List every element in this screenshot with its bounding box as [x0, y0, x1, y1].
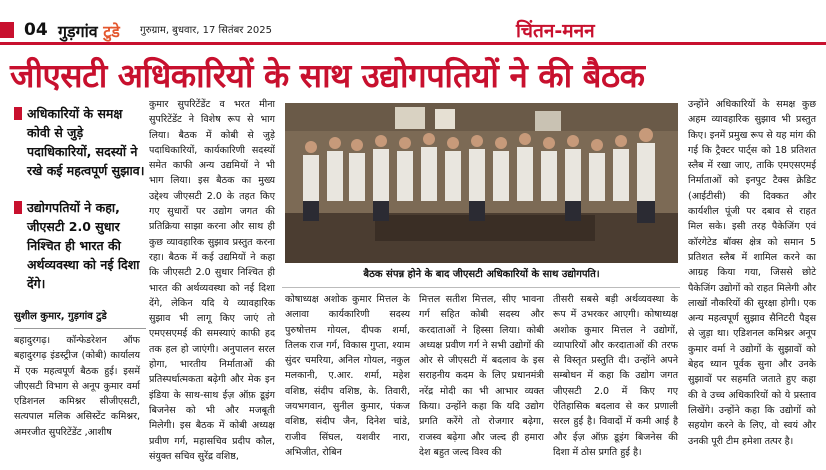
article-column-4: मित्तल सतीश मित्तल, सीए भावना गर्ग सहित कोबी सदस्य और करदाताओं ने हिस्सा लिया। कोबी अध्यक्ष प्रवीण गर्ग ने सभी उद्योगों की ओर से जीएसटी में बदलाव के इस सराहनीय कदम के लिए प्रधानमंत्री नरेंद्र मोदी का भी आभार व्यक्त किया। उन्होंने कहा कि यदि उद्योग प्रगति करेंगे तो रोजगार बढ़ेगा, राजस्व बढ़ेगा और जल्द ही हमारा देश बहुत जल्द विश्व की: [419, 294, 544, 458]
article-column-5: तीसरी सबसे बड़ी अर्थव्यवस्था के रूप में उभरकर आएगी। कोषाध्यक्ष अशोक कुमार मित्तल ने उद्योगों, व्यापारियों और करदाताओं की तरफ से विस्तृत प्रस्तुति दी। उन्होंने अपने सम्बोधन में कहा कि उद्योग जगत जीएसटी 2.0 में किए गए ऐतिहासिक बदलाव से कर प्रणाली सरल हुई है। विवादों में कमी आई है और ईज़ ऑफ़ डूइंग बिजनेस की दिशा में ठोस प्रगति हुई है।: [553, 294, 678, 458]
caption-separator: [282, 287, 680, 288]
bullet-marker: [14, 201, 22, 214]
article-column-1: बहादुरगढ़। कॉन्फेडरेशन ऑफ बहादुरगढ़ इंडस्ट्रीज (कोबी) कार्यालय में एक महत्वपूर्ण बैठक हुई। इसमें जीएसटी विभाग से अनूप कुमार वर्मा एडिशनल कमिश्नर सीजीएसटी, सत्यपाल मलिक असिस्टेंट कमिश्नर, अमरजीत सुपरिटेंडेंट ,आशीष: [14, 335, 140, 438]
section-title: चिंतन-मनन: [516, 20, 595, 42]
bullet-marker: [14, 107, 22, 120]
article-column-6: उन्होंने अधिकारियों के समक्ष कुछ अहम व्यावहारिक सुझाव भी प्रस्तुत किए। इनमें प्रमुख रूप से यह मांग की गई कि ट्रैक्टर पार्ट्स को 18 प्रतिशत स्लैब में रखा जाए, ताकि एमएसएमई निर्माताओं को इनपुट टैक्स क्रेडिट (आईटीसी) की दिक्कत और कार्यशील पूंजी पर दबाव से राहत मिल सके। इसी तरह पैकेजिंग एवं कॉरगेटेड बॉक्स क्षेत्र को समान 5 प्रतिशत स्लैब में शामिल करने का आग्रह किया गया, जिससे छोटे पैकेजिंग उद्योगों को राहत मिलेगी और लाखों नौकरियों की सुरक्षा होगी। एक अन्य महत्वपूर्ण सुझाव सैनिटरी पैड्स से जुड़ा था। एडिशनल कमिश्नर अनूप कुमार वर्मा ने उद्योगों के सुझावों को बेहद ध्यान पूर्वक सुना और उनके सुझावों पर सहमति जताते हुए कहा की वे उच्च अधिकारियों को ये प्रस्ताव लिखेंगे। उन्होंने कहा कि उद्योगों को सहयोग करने के लिए, वो स्वयं और उनकी पूरी टीम हमेशा तत्पर है।: [688, 99, 816, 447]
brand-prefix: गुड़गांव: [58, 22, 98, 41]
newspaper-brand: [58, 20, 120, 42]
highlight-text: उद्योगपतियों ने कहा, जीएसटी 2.0 सुधार निश्चित ही भारत की अर्थव्यवस्था को नई दिशा देंगे।: [27, 200, 140, 291]
group-photo: [285, 103, 678, 263]
photo-caption: बैठक संपन्न होने के बाद जीएसटी अधिकारियों के साथ उद्योगपति।: [363, 269, 600, 280]
article-column-2: कुमार सुपरिटेंडेंट व भरत मीना सुपरिटेंडेंट ने विशेष रूप से भाग लिया। बैठक में कोबी से जुड़े पदाधिकारियों, कार्यकारिणी सदस्यों समेत काफी अन्य उद्यमियों ने भी भाग लिया। इस बैठक का मुख्य उद्देश्य जीएसटी 2.0 के तहत किए गए सुधारों पर उद्योग जगत की प्रतिक्रिया साझा करना और साथ ही कुछ व्यावहारिक सुझाव प्रस्तुत करना रहा। बैठक में कई उद्यमियों ने कहा कि जीएसटी 2.0 सुधार निश्चित ही भारत की अर्थव्यवस्था को नई दिशा देंगे, लेकिन यदि ये व्यावहारिक सुझाव भी लागू किए जाएं तो एमएसएमई की समस्याएं काफी हद तक हल हो जाएंगी। अनुपालन सरल होगा, भारतीय निर्माताओं की प्रतिस्पर्धात्मकता बढ़ेगी और मेक इन इंडिया के साथ-साथ ईज़ ऑफ़ डूइंग बिजनेस को भी और मजबूती मिलेगी। इस बैठक में कोबी अध्यक्ष प्रवीण गर्ग, महासचिव प्रदीप कौल, संयुक्त सचिव सुरेंद्र वशिष्ठ,: [149, 99, 275, 462]
page-marker: [0, 22, 14, 38]
dateline: गुरुग्राम, बुधवार, 17 सितंबर 2025: [140, 25, 273, 36]
byline: सुशील कुमार, गुड़गांव टुडे: [14, 308, 146, 329]
page-number: 04: [24, 20, 48, 40]
article-headline: जीएसटी अधिकारियों के साथ उद्योगपतियों ने की बैठक: [10, 56, 645, 95]
masthead: [0, 0, 826, 40]
highlight-text: अधिकारियों के समक्ष कोवी से जुड़े पदाधिकारियों, सदस्यों ने रखे कई महत्वपूर्ण सुझाव।: [27, 106, 145, 178]
brand-suffix: टुडे: [103, 22, 120, 41]
header-rule: [0, 42, 826, 45]
article-column-3: कोषाध्यक्ष अशोक कुमार मित्तल के अलावा कार्यकारिणी सदस्य पुरुषोत्तम गोयल, दीपक शर्मा, तिलक राज गर्ग, विकास गुप्ता, श्याम सुंदर चमरिया, अनिल गोयल, नकुल मलकानी, ए.आर. शर्मा, महेश वशिष्ठ, संदीप वशिष्ठ, के. तिवारी, जयभगवान, सुनील कुमार, पंकज वशिष्ठ, संदीप जैन, दिनेश चांडे, राजीव सिंघल, यशवीर नारा, अभिजीत, रोबिन: [285, 294, 410, 458]
group-photo-illustration: [285, 103, 678, 263]
